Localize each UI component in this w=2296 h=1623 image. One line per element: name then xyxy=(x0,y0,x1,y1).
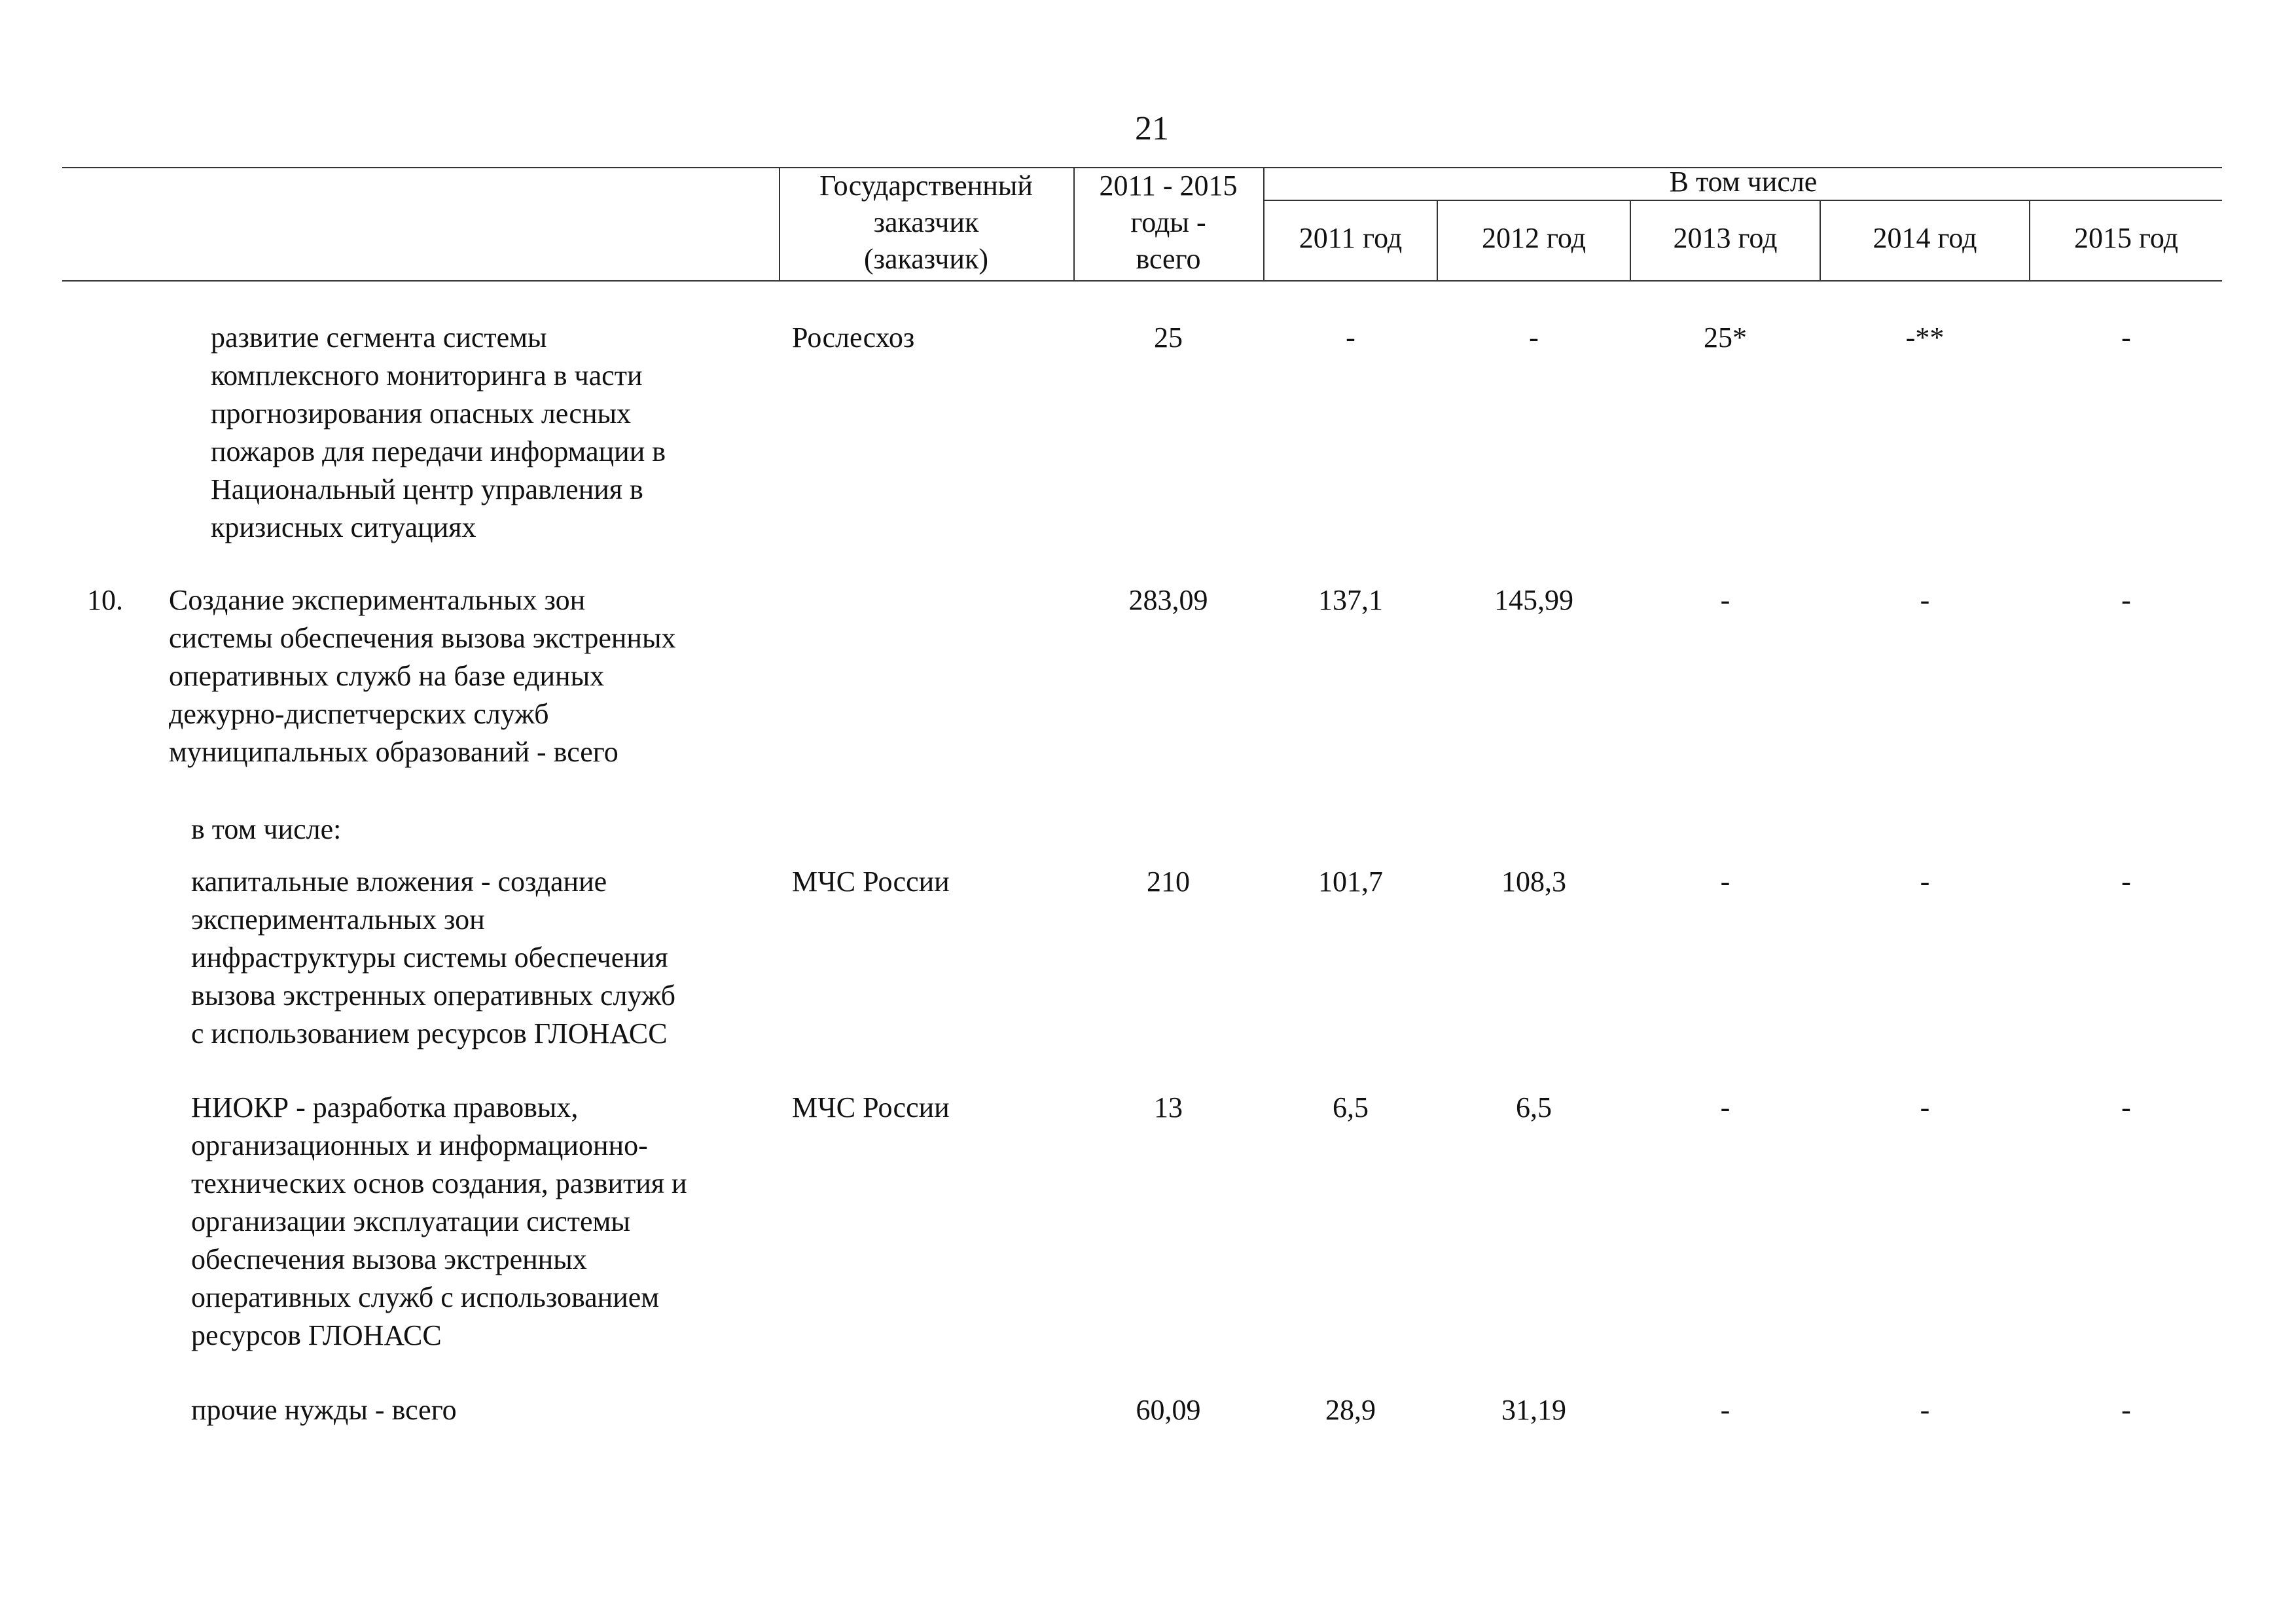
row-2015: - xyxy=(2121,321,2131,354)
row-2011: - xyxy=(1346,321,1355,354)
row-total: 60,09 xyxy=(1136,1394,1201,1426)
row-2015: - xyxy=(2121,584,2131,616)
row-description: в том числе: xyxy=(191,813,342,845)
row-2011: 101,7 xyxy=(1318,866,1383,898)
row-2011: 6,5 xyxy=(1333,1091,1369,1123)
row-2014: - xyxy=(1920,1091,1930,1123)
header-year-2014: 2014 год xyxy=(1873,222,1977,254)
header-including: В том числе xyxy=(1669,166,1818,198)
row-2015: - xyxy=(2121,1394,2131,1426)
row-2012: 6,5 xyxy=(1516,1091,1552,1123)
row-2014: -** xyxy=(1905,321,1945,354)
header-customer: Государственный заказчик (заказчик) xyxy=(819,170,1033,275)
row-description: развитие сегмента системы комплексного мониторинга в части прогнозирования опасных лесных пожаров для передачи информации в Национальный центр управления в кризисных ситуациях xyxy=(211,321,666,543)
row-2013: - xyxy=(1720,1394,1731,1426)
header-year-2012: 2012 год xyxy=(1481,222,1587,254)
row-2013: - xyxy=(1720,584,1731,616)
row-total: 13 xyxy=(1154,1091,1183,1123)
header-year-2013: 2013 год xyxy=(1673,222,1778,254)
row-2014: - xyxy=(1920,866,1930,898)
row-description: прочие нужды - всего xyxy=(191,1394,457,1426)
row-description: капитальные вложения - создание экспериментальных зон инфраструктуры системы обеспечения вызова экстренных оперативных служб с использованием ресурсов ГЛОНАСС xyxy=(191,866,676,1049)
row-total: 283,09 xyxy=(1128,584,1208,616)
header-year-2015: 2015 год xyxy=(2073,222,2179,254)
row-total: 25 xyxy=(1154,321,1183,354)
row-description: Создание экспериментальных зон системы обеспечения вызова экстренных оперативных служб на базе единых дежурно-диспетчерских служб муниципальных образований - всего xyxy=(169,584,676,768)
row-2013: - xyxy=(1720,1091,1731,1123)
row-2012: - xyxy=(1529,321,1539,354)
row-2014: - xyxy=(1920,1394,1930,1426)
row-2012: 31,19 xyxy=(1501,1394,1566,1426)
row-customer: МЧС России xyxy=(792,1091,950,1123)
header-year-2011: 2011 год xyxy=(1299,222,1403,254)
row-2012: 108,3 xyxy=(1501,866,1566,898)
row-description: НИОКР - разработка правовых, организационных и информационно- технических основ создания, развития и организации эксплуатации системы обеспечения вызова экстренных оперативных служб с использованием ресурсов ГЛОНАСС xyxy=(191,1091,687,1351)
row-2012: 145,99 xyxy=(1494,584,1573,616)
row-2015: - xyxy=(2121,1091,2131,1123)
row-2013: - xyxy=(1720,866,1731,898)
row-2015: - xyxy=(2121,866,2131,898)
header-total: 2011 - 2015 годы - всего xyxy=(1099,170,1238,275)
header-bottom-rule xyxy=(62,280,2222,282)
row-2014: - xyxy=(1920,584,1930,616)
row-2011: 137,1 xyxy=(1318,584,1383,616)
row-2011: 28,9 xyxy=(1325,1394,1376,1426)
page-number: 21 xyxy=(1135,110,1169,147)
row-number: 10. xyxy=(87,584,123,616)
row-total: 210 xyxy=(1147,866,1190,898)
row-customer: МЧС России xyxy=(792,866,950,898)
row-2013: 25* xyxy=(1704,321,1747,354)
row-customer: Рослесхоз xyxy=(792,321,915,354)
